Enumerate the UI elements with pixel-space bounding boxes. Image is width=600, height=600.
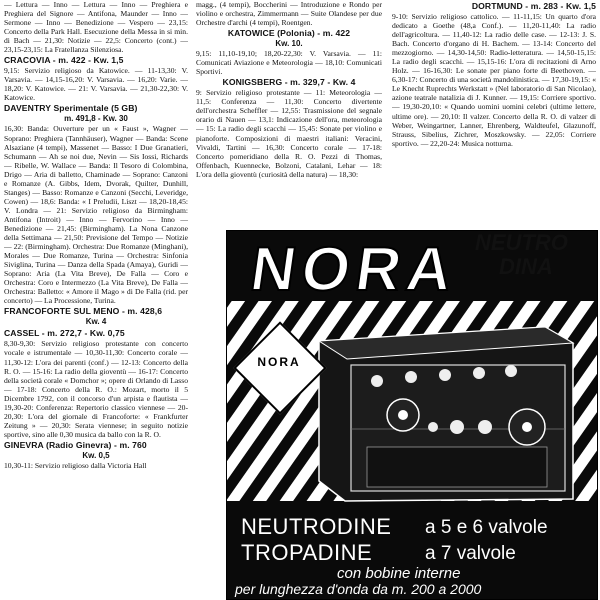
radio-cabinet-illustration — [319, 327, 573, 501]
ad-brand-title: NORA — [246, 235, 463, 304]
nora-radio-advertisement — [226, 230, 598, 600]
station-header-cassel: CASSEL - m. 272,7 - Kw. 0,75 — [4, 328, 125, 339]
column-3 — [392, 0, 596, 224]
ad-line-bobine: con bobine interne — [337, 565, 461, 582]
station-header-katowice: KATOWICE (Polonia) - m. 422 — [227, 28, 351, 39]
station-header-konigsberg: KONIGSBERG - m. 329,7 - Kw. 4 — [222, 77, 356, 88]
station-subheader-francoforte: Kw. 4 — [85, 317, 107, 327]
station-schedule-ginevra: 10,30-11: Servizio religioso dalla Victoria Hall — [4, 460, 147, 470]
station-header-ginevra: GINEVRA (Radio Ginevra) - m. 760 — [4, 439, 147, 450]
station-schedule-dortmund: 9-10: Servizio religioso cattolico. — 11-11,15: Un quarto d'ora dedicato a Goethe (48,a Conf.). — 11,20-11,40: La radio dell'agricoltura. — 11,40-12: La radio delle case. — 12-13: J. S. Bach. Concerto d'organo di H. Bachem. — 13-14: Concerto del mezzogiorno. — 14,30-14,50: Radio-letteratura. — 14,50-15,15: La radio degli scacchi. — 15,15-16: L'ora di recitazioni di Arno Holz. — 16-16,30: Le sonate per piano forte di Beethoven. — 6,30-17: Concerto di una società mandolinistica. — 17,30-19,15: « Le Knecht Ruprechts Werkstatt » (Nel laboratorio di San Nicolao), azione teatrale natalizia di J. Kunner. — 19,15: Corriere sportivo. — 19,30-20,10: « Quando uomini uomini celebri (ultime lettere, ultime ore). — 20,10: Il valzer. Concerto della R. O. di valzer di Weber, Weingartner, Lanner, Ehrenberg, Waldteufel, Glazunoff, Strauss, Sibelius, Zichrer, Moszkowsky. — 22,05: Corriere sportivo. — 22,20-24: Musica notturna. — [392, 12, 596, 148]
ad-badge-text: NORA — [257, 355, 301, 369]
station-schedule-cassel: 8,30-9,30: Servizio religioso protestante con concerto vocale e istrumentale — 10,30-11,30: Concerto corale — 11,30-12: L'ora dei parenti (conf.) — 12-13: Concerto della R. O. — 15-16: La radio della gioventù — 16-17: Concerto della società corale « Domchor »; opere di Orlando di Lasso — 17-18: Concerto della R. O.: Mozart, morto il 5 Dicembre 1792, con il concorso d'un arpista e flautista — 19,30-20: Conferenza: Repertorio classico viennese — 20-20,30: L'ora del giornale di Francoforte: « Frankfurter Zeitung » — 20,30: Serata viennese; in seguito notizie sportive, sino alle 0,30 musica da ballo con la R. O. — [4, 339, 188, 439]
station-header-daventry: DAVENTRY Sperimentale (5 GB) — [4, 103, 138, 114]
station-schedule-daventry: 16,30: Banda: Ouverture per un « Faust », Wagner — Soprano: Preghiera (Tannhäuser), Wagner — Banda: Scene Alsaziane (4 tempi), Massenet — Basso: I Due Granatieri, Schumann — Ah se noi due, Nevin — Sis Iossi, Richards — Ribelle, W. Wallace — Banda: Il Tesoro di Colombina, Drigo — Aria di balletto, Chaminade — Soprano: Canzoni e Romanze (A. Gibbs, Idem, Dvorak, Quilter, Dunhill, Stanges) — Basso: Romanze e Canzoni (Secchi, Leveridge, Cowen) — 18,6: Banda: « I Preludii, Liszt — 18,20-18,45: V. Londra — 21: Servizio religioso da Birmingham: Antifona (Introit) — Inno — Fervorino — Inno — Benedizione — 21,45: (Birmingham). La Nona Canzone della Settimana — 21,50: Previsione del Tempo — Notizie — 22: (Birmingham). Orchestra: Due Romanze (Minghani), Morales — Due Romanze, Turina — Orchestra: Sinfonia Siviglina, Turina — Danza della Spada (Amaya), Guridi — Soprano: Aria (La Vita Breve), De Falla — Coro e Orchestra: Coro e Intermezzo (La Vita Breve), De Falla — Orchestra: Balletto: « Amore il Mago » di De Falla (rid. per concerto) — La Processione, Turina. — [4, 124, 188, 306]
station-header-francoforte: FRANCOFORTE SUL MENO - m. 428,6 — [4, 306, 163, 317]
station-subheader-daventry: m. 491,8 - Kw. 30 — [64, 114, 128, 124]
column-2 — [196, 0, 382, 224]
ad-line-neutrodine: NEUTRODINE — [241, 514, 392, 539]
ad-line-tropadine-valves: a 7 valvole — [425, 543, 516, 564]
column-1-intro: — Lettura — Inno — Lettura — Inno — Preghiera e Preghiera del Signore — Antifona, Maunder — Inno — Sermone — Inno — Benedizione — Vespero — 23,15: Concerto della Park Hall. Esecuzione della Messa in si min. di Bach — 21,30: Notizie — 22,5: Concerto (cont.) — 23,15-23,15: La Fratellanza Silenziosa. — [4, 0, 188, 55]
ad-line-tropadine: TROPADINE — [241, 540, 373, 565]
station-subheader-ginevra: Kw. 0,5 — [82, 450, 110, 460]
ad-subtitle-dina: DINA — [499, 254, 553, 279]
station-schedule-konigsberg: 9: Servizio religioso protestante — 11: Meteorologia — 11,5: Conferenza — 11,30: Concerto divertente dell'orchestra Scheffler — 12,55: Trasmissione del segnale orario di Nauen — 13,1: Indicazione dell'ora, meteorologia — 15: La radio degli scacchi — 15,45: Sonate per violino e pianoforte. Composizioni di maestri italiani: Veracini, Vivaldi, Tartini — 16,30: Concerto corale — 17-18: Concerto pomeridiano della R. O. Pezzi di Thomas, Offenbach, Kuennecke, Bolzoni, Catalani, Lehar — 18: L'ora della gioventù (curiosità della natura) — 18,30: — [196, 88, 382, 179]
station-schedule-cracovia: 9,15: Servizio religioso da Katowice. — 11-13,30: V. Varsavia. — 14,15-16,20: V. Varsavia. — 16,20: Varie. — 18,20: V. Katowice. — 21: V. Varsavia. — 21,30-22,30: V. Katowice. — [4, 66, 188, 103]
column-1 — [4, 0, 188, 600]
ad-line-neutrodine-valves: a 5 e 6 valvole — [425, 517, 548, 538]
ad-subtitle-neutro: NEUTRO — [475, 230, 568, 255]
station-schedule-katowice: 9,15: 11,10-19,10; 18,20-22,30: V. Varsavia. — 11: Comunicati Aviazione e Meteorologia — 18,10: Comunicati Sportivi. — [196, 49, 382, 77]
ad-line-wavelength: per lunghezza d'onda da m. 200 a 2000 — [235, 581, 482, 597]
station-header-dortmund: DORTMUND - m. 283 - Kw. 1,5 — [471, 1, 596, 11]
column-2-intro: magg., (4 tempi), Boccherini — Introduzione e Rondo per violino e orchestra, Zimmermann — Suite Olandese per due Orchestre d'archi (4 tempi), Roentgen. — [196, 0, 382, 28]
station-subheader-katowice: Kw. 10. — [275, 39, 303, 49]
station-header-cracovia: CRACOVIA - m. 422 - Kw. 1,5 — [4, 55, 124, 66]
